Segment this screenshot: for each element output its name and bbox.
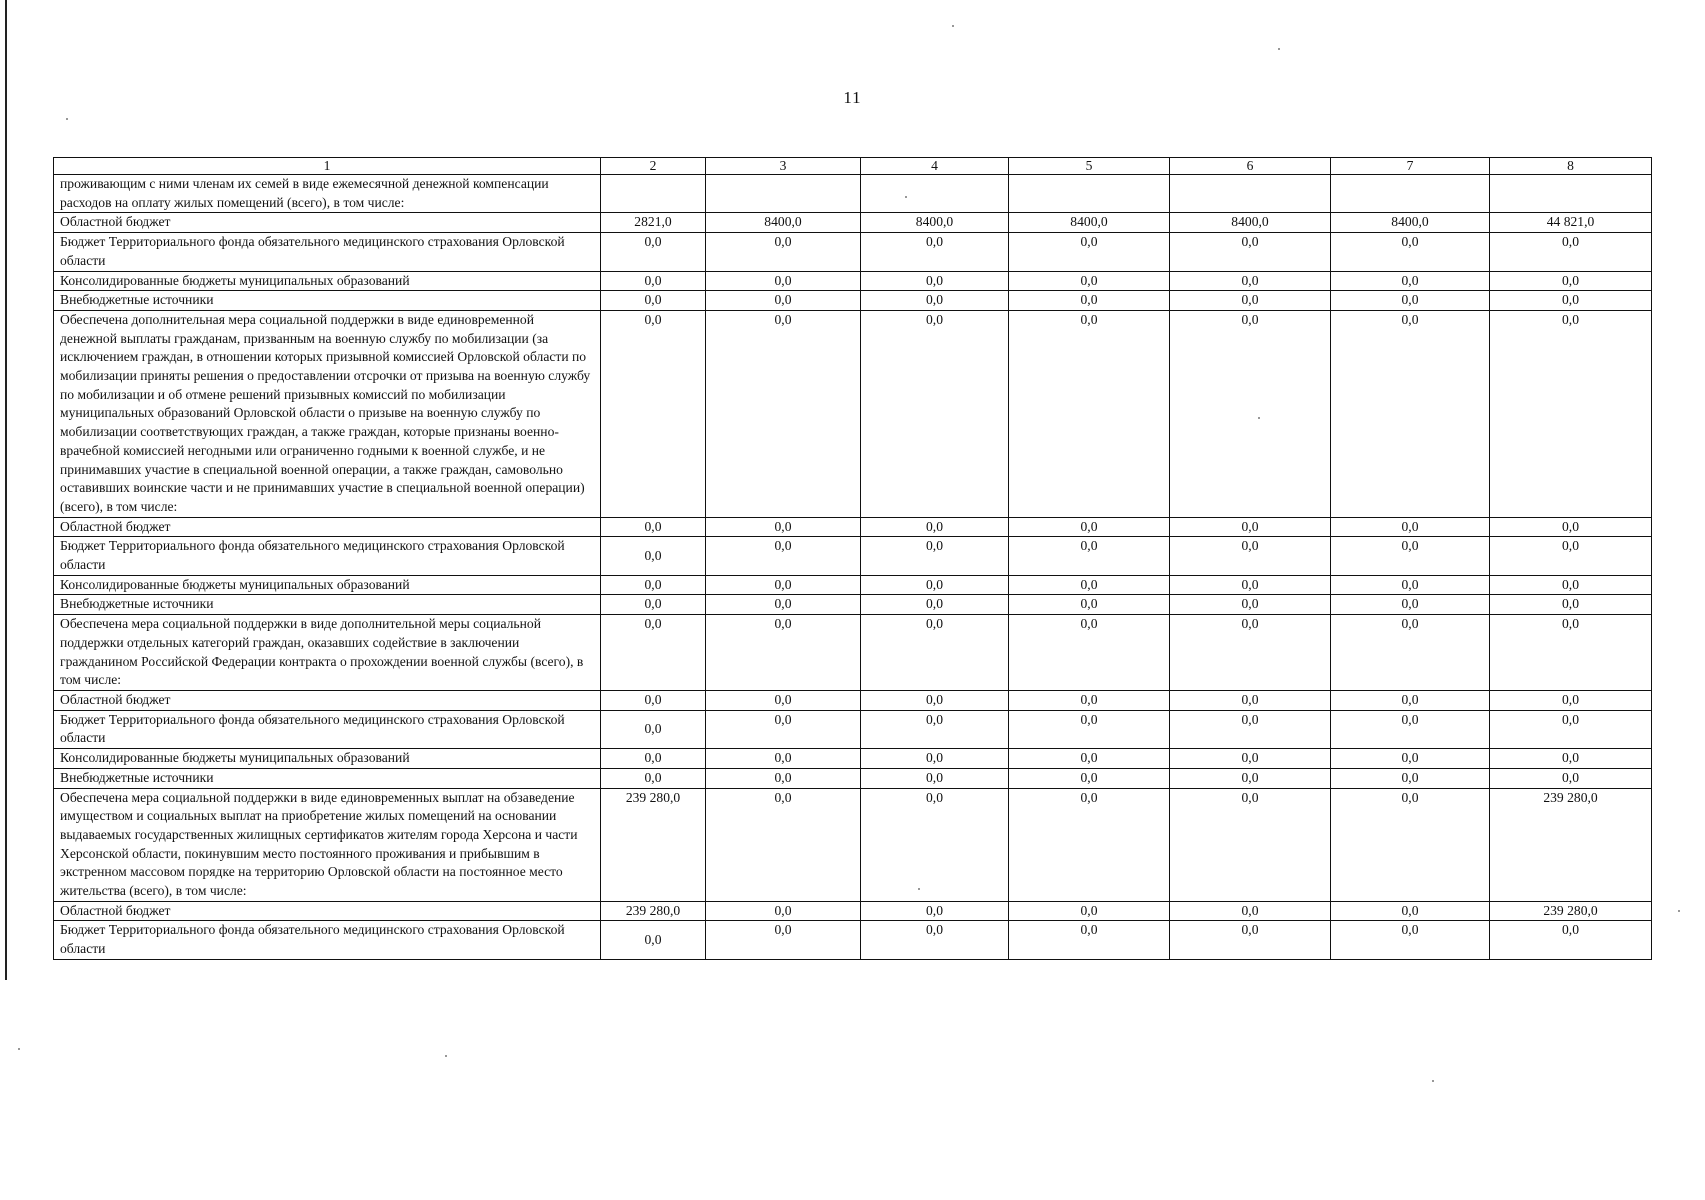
table-row — [54, 690, 1652, 710]
value-cell: 0,0 — [1170, 690, 1331, 710]
value-cell: 0,0 — [1331, 575, 1490, 595]
table-body — [54, 175, 1652, 960]
value-cell: 0,0 — [1331, 291, 1490, 311]
scan-speck — [1432, 1080, 1434, 1082]
column-number-cell: 3 — [706, 158, 861, 175]
scan-speck — [445, 1055, 447, 1057]
table-row — [54, 595, 1652, 615]
value-cell: 0,0 — [1490, 749, 1652, 769]
value-cell: 0,0 — [1009, 788, 1170, 901]
value-cell: 0,0 — [1490, 537, 1652, 575]
value-cell: 0,0 — [1490, 615, 1652, 691]
value-cell: 0,0 — [1490, 517, 1652, 537]
value-cell: 0,0 — [861, 517, 1009, 537]
row-label: Бюджет Территориального фонда обязательного медицинского страхования Орловской области — [54, 233, 601, 271]
value-cell: 239 280,0 — [601, 788, 706, 901]
value-cell: 0,0 — [601, 690, 706, 710]
value-cell: 0,0 — [1490, 291, 1652, 311]
value-cell: 0,0 — [861, 690, 1009, 710]
value-cell: 0,0 — [1170, 615, 1331, 691]
value-cell: 0,0 — [1490, 233, 1652, 271]
value-cell: 8400,0 — [706, 213, 861, 233]
value-cell: 0,0 — [861, 537, 1009, 575]
page-number: 11 — [843, 88, 862, 107]
table-row — [54, 233, 1652, 271]
value-cell: 239 280,0 — [601, 901, 706, 921]
value-cell: 0,0 — [1170, 291, 1331, 311]
value-cell: 0,0 — [706, 615, 861, 691]
column-number-cell: 7 — [1331, 158, 1490, 175]
row-label: Консолидированные бюджеты муниципальных образований — [54, 271, 601, 291]
value-cell: 0,0 — [706, 921, 861, 959]
value-cell: 0,0 — [601, 537, 706, 575]
row-label: Внебюджетные источники — [54, 291, 601, 311]
value-cell: 0,0 — [601, 233, 706, 271]
scan-speck — [905, 196, 907, 198]
row-label: Консолидированные бюджеты муниципальных образований — [54, 749, 601, 769]
value-cell: 0,0 — [601, 615, 706, 691]
value-cell: 0,0 — [861, 921, 1009, 959]
value-cell: 8400,0 — [1009, 213, 1170, 233]
value-cell: 0,0 — [706, 710, 861, 748]
value-cell: 0,0 — [706, 517, 861, 537]
row-label: Бюджет Территориального фонда обязательного медицинского страхования Орловской области — [54, 921, 601, 959]
value-cell: 2821,0 — [601, 213, 706, 233]
value-cell: 0,0 — [1009, 575, 1170, 595]
value-cell: 0,0 — [601, 921, 706, 959]
value-cell: 0,0 — [861, 291, 1009, 311]
value-cell: 0,0 — [1331, 901, 1490, 921]
table-row — [54, 921, 1652, 959]
value-cell: 0,0 — [1331, 710, 1490, 748]
value-cell: 0,0 — [706, 690, 861, 710]
table-row — [54, 213, 1652, 233]
value-cell: 0,0 — [1331, 615, 1490, 691]
table-row — [54, 575, 1652, 595]
scan-speck — [66, 118, 68, 120]
scan-speck — [18, 1048, 20, 1050]
table-row — [54, 517, 1652, 537]
value-cell: 0,0 — [1331, 233, 1490, 271]
row-label: Внебюджетные источники — [54, 595, 601, 615]
value-cell: 239 280,0 — [1490, 788, 1652, 901]
row-label: Обеспечена мера социальной поддержки в виде единовременных выплат на обзаведение имуществом и социальных выплат на приобретение жилых помещений на основании выдаваемых государственных жилищных сертификатов жителям города Херсона и части Херсонской области, покинувшим место постоянного проживания и прибывшим в экстренном массовом порядке на территорию Орловской области на постоянное место жительства (всего), в том числе: — [54, 788, 601, 901]
value-cell: 0,0 — [601, 271, 706, 291]
value-cell: 0,0 — [1331, 537, 1490, 575]
value-cell: 0,0 — [1331, 690, 1490, 710]
value-cell: 0,0 — [1009, 517, 1170, 537]
scan-speck — [1678, 910, 1680, 912]
value-cell: 0,0 — [706, 749, 861, 769]
value-cell: 0,0 — [1331, 749, 1490, 769]
value-cell: 0,0 — [601, 291, 706, 311]
value-cell: 0,0 — [1490, 575, 1652, 595]
value-cell: 0,0 — [1170, 595, 1331, 615]
table-row — [54, 710, 1652, 748]
value-cell — [1331, 175, 1490, 213]
table-row — [54, 537, 1652, 575]
value-cell: 0,0 — [861, 710, 1009, 748]
row-label: Бюджет Территориального фонда обязательного медицинского страхования Орловской области — [54, 537, 601, 575]
scan-speck — [918, 888, 920, 890]
table-row — [54, 788, 1652, 901]
scan-speck — [952, 25, 954, 27]
value-cell: 0,0 — [861, 788, 1009, 901]
value-cell: 239 280,0 — [1490, 901, 1652, 921]
value-cell: 0,0 — [1009, 595, 1170, 615]
value-cell: 0,0 — [1331, 768, 1490, 788]
value-cell: 0,0 — [706, 768, 861, 788]
value-cell: 0,0 — [861, 768, 1009, 788]
value-cell: 0,0 — [1331, 517, 1490, 537]
value-cell: 0,0 — [1170, 901, 1331, 921]
column-number-cell: 6 — [1170, 158, 1331, 175]
column-number-cell: 8 — [1490, 158, 1652, 175]
row-label: Бюджет Территориального фонда обязательного медицинского страхования Орловской области — [54, 710, 601, 748]
value-cell: 0,0 — [601, 517, 706, 537]
value-cell: 0,0 — [601, 749, 706, 769]
value-cell: 0,0 — [1170, 233, 1331, 271]
value-cell: 0,0 — [1170, 788, 1331, 901]
value-cell: 0,0 — [1009, 537, 1170, 575]
value-cell: 0,0 — [1170, 310, 1331, 517]
column-number-cell: 4 — [861, 158, 1009, 175]
row-label: Внебюджетные источники — [54, 768, 601, 788]
table-row — [54, 749, 1652, 769]
row-label: Обеспечена дополнительная мера социальной поддержки в виде единовременной денежной выплаты гражданам, призванным на военную службу по мобилизации (за исключением граждан, в отношении которых призывной комиссией Орловской области по мобилизации приняты решения о предоставлении отсрочки от призыва на военную службу по мобилизации и об отмене решений призывных комиссий по мобилизации муниципальных образований Орловской области о призыве на военную службу по мобилизации соответствующих граждан, а также граждан, которые признаны военно-врачебной комиссией негодными или ограниченно годными к военной службе, и не принимавших участие в специальной военной операции, а также граждан, самовольно оставивших воинские части и не принимавших участие в специальной военной операции) (всего), в том числе: — [54, 310, 601, 517]
row-label: Областной бюджет — [54, 517, 601, 537]
value-cell — [1009, 175, 1170, 213]
table-row — [54, 615, 1652, 691]
value-cell: 0,0 — [1490, 921, 1652, 959]
value-cell: 0,0 — [1170, 768, 1331, 788]
value-cell: 0,0 — [1490, 768, 1652, 788]
value-cell: 44 821,0 — [1490, 213, 1652, 233]
value-cell: 0,0 — [1331, 595, 1490, 615]
value-cell: 0,0 — [1009, 690, 1170, 710]
value-cell: 0,0 — [706, 233, 861, 271]
value-cell: 0,0 — [1009, 749, 1170, 769]
table-row — [54, 291, 1652, 311]
value-cell: 0,0 — [706, 537, 861, 575]
value-cell: 0,0 — [861, 271, 1009, 291]
table-row — [54, 175, 1652, 213]
value-cell: 0,0 — [861, 615, 1009, 691]
value-cell: 0,0 — [601, 710, 706, 748]
value-cell — [861, 175, 1009, 213]
value-cell: 0,0 — [1009, 921, 1170, 959]
column-number-cell: 1 — [54, 158, 601, 175]
value-cell: 0,0 — [601, 768, 706, 788]
row-label: проживающим с ними членам их семей в виде ежемесячной денежной компенсации расходов на оплату жилых помещений (всего), в том числе: — [54, 175, 601, 213]
value-cell: 0,0 — [706, 575, 861, 595]
value-cell: 0,0 — [861, 901, 1009, 921]
value-cell: 0,0 — [1490, 710, 1652, 748]
scan-speck — [1258, 417, 1260, 419]
value-cell: 0,0 — [861, 233, 1009, 271]
scan-speck — [1278, 48, 1280, 50]
value-cell: 0,0 — [601, 595, 706, 615]
table-row — [54, 768, 1652, 788]
value-cell: 0,0 — [1009, 768, 1170, 788]
value-cell: 0,0 — [706, 271, 861, 291]
value-cell: 0,0 — [706, 901, 861, 921]
value-cell: 0,0 — [1490, 310, 1652, 517]
value-cell: 0,0 — [1170, 517, 1331, 537]
row-label: Консолидированные бюджеты муниципальных образований — [54, 575, 601, 595]
value-cell — [706, 175, 861, 213]
value-cell: 0,0 — [601, 310, 706, 517]
value-cell: 0,0 — [1009, 271, 1170, 291]
value-cell: 8400,0 — [1331, 213, 1490, 233]
column-number-cell: 5 — [1009, 158, 1170, 175]
value-cell: 0,0 — [1490, 690, 1652, 710]
column-number-row — [54, 158, 1652, 175]
value-cell: 0,0 — [1009, 615, 1170, 691]
value-cell: 0,0 — [1009, 233, 1170, 271]
value-cell: 0,0 — [1331, 310, 1490, 517]
value-cell — [601, 175, 706, 213]
table-row — [54, 310, 1652, 517]
value-cell: 0,0 — [1009, 901, 1170, 921]
value-cell: 0,0 — [1331, 788, 1490, 901]
row-label: Обеспечена мера социальной поддержки в виде дополнительной меры социальной поддержки отдельных категорий граждан, оказавших содействие в заключении гражданином Российской Федерации контракта о прохождении военной службы (всего), в том числе: — [54, 615, 601, 691]
table-row — [54, 901, 1652, 921]
budget-table — [53, 157, 1652, 960]
value-cell: 0,0 — [1490, 595, 1652, 615]
value-cell: 0,0 — [706, 788, 861, 901]
value-cell: 0,0 — [1170, 537, 1331, 575]
value-cell: 0,0 — [861, 310, 1009, 517]
value-cell: 0,0 — [1009, 710, 1170, 748]
value-cell: 0,0 — [1490, 271, 1652, 291]
value-cell: 0,0 — [706, 595, 861, 615]
value-cell — [1170, 175, 1331, 213]
row-label: Областной бюджет — [54, 213, 601, 233]
value-cell: 0,0 — [706, 310, 861, 517]
value-cell: 0,0 — [1331, 271, 1490, 291]
value-cell: 0,0 — [1331, 921, 1490, 959]
value-cell: 0,0 — [861, 749, 1009, 769]
value-cell: 0,0 — [1170, 921, 1331, 959]
value-cell: 8400,0 — [861, 213, 1009, 233]
value-cell: 8400,0 — [1170, 213, 1331, 233]
value-cell: 0,0 — [861, 595, 1009, 615]
value-cell: 0,0 — [706, 291, 861, 311]
row-label: Областной бюджет — [54, 901, 601, 921]
value-cell: 0,0 — [1170, 575, 1331, 595]
value-cell: 0,0 — [861, 575, 1009, 595]
value-cell: 0,0 — [1170, 710, 1331, 748]
value-cell: 0,0 — [1009, 310, 1170, 517]
scan-left-edge — [5, 0, 7, 980]
value-cell: 0,0 — [1170, 271, 1331, 291]
value-cell: 0,0 — [601, 575, 706, 595]
value-cell — [1490, 175, 1652, 213]
value-cell: 0,0 — [1009, 291, 1170, 311]
row-label: Областной бюджет — [54, 690, 601, 710]
value-cell: 0,0 — [1170, 749, 1331, 769]
table-row — [54, 271, 1652, 291]
column-number-cell: 2 — [601, 158, 706, 175]
